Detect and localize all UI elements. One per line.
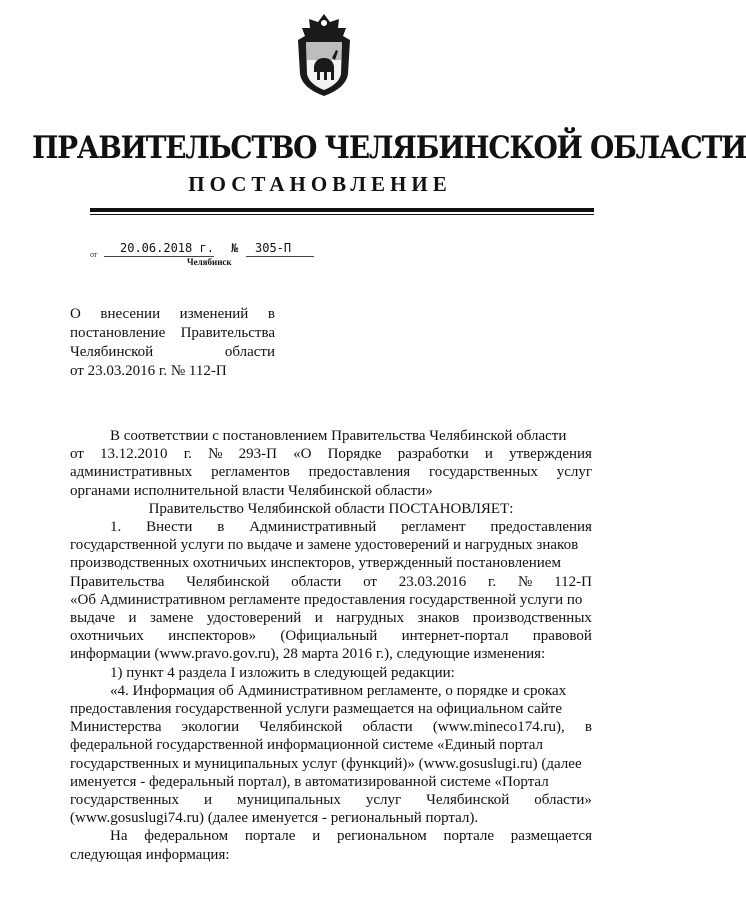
body-word: Порядке (327, 446, 382, 463)
body-line (70, 445, 592, 463)
subject-word: области (224, 344, 275, 360)
body-word: и (484, 446, 493, 463)
document-body (70, 427, 592, 864)
body-word: муниципальных (236, 792, 341, 809)
body-word: от (70, 446, 84, 463)
body-word: разработки (397, 446, 469, 463)
body-word: предоставления (308, 464, 411, 481)
body-word: знаков (417, 610, 460, 627)
body-word: от (363, 573, 377, 590)
subject-word: изменений (179, 306, 249, 322)
body-word: интернет-портал (401, 628, 509, 645)
subject-line (70, 362, 275, 381)
body-line (70, 827, 592, 845)
body-line: «4. Информация об Административном регламенте, о порядке и сроках (110, 682, 567, 699)
body-word: «О (293, 446, 312, 463)
government-title: ПРАВИТЕЛЬСТВО ЧЕЛЯБИНСКОЙ ОБЛАСТИ (32, 130, 746, 166)
body-word: 13.12.2010 (100, 446, 168, 463)
body-word: 112-П (554, 573, 592, 590)
body-line: «Об Административном регламенте предоставления государственной услуги по (70, 591, 583, 608)
body-line: федеральной государственной информационной системе «Единый портал (70, 737, 544, 754)
number-underline (246, 256, 314, 257)
body-line (70, 718, 592, 736)
body-word: Челябинской (426, 792, 510, 809)
document-subject (70, 305, 275, 381)
document-type-title: ПОСТАНОВЛЕНИЕ (188, 172, 452, 196)
body-word: охотничьих (70, 628, 144, 645)
body-word: производственных (472, 610, 592, 627)
document-date: 20.06.2018 г. (120, 241, 214, 255)
body-word: области» (534, 792, 592, 809)
body-word: нагрудных (336, 610, 405, 627)
body-word: Внести (146, 519, 193, 536)
body-word: (Официальный (280, 628, 378, 645)
body-word: государственных (70, 792, 179, 809)
body-word: Челябинской (259, 719, 343, 736)
subject-line (70, 343, 275, 362)
body-word: г. (183, 446, 192, 463)
body-word: Челябинской (186, 573, 270, 590)
body-line: В соответствии с постановлением Правительства Челябинской области (110, 428, 567, 444)
subject-word: от 23.03.2016 г. № 112-П (70, 363, 227, 379)
body-line (70, 518, 592, 536)
body-word: административных (70, 464, 193, 481)
from-label: от (90, 250, 98, 259)
body-line (70, 463, 592, 481)
subject-line (70, 305, 275, 324)
header-divider-thick (90, 208, 594, 212)
body-line (70, 573, 592, 591)
body-word: портале (244, 828, 296, 845)
body-word: в (584, 719, 592, 736)
body-line: производственных охотничьих инспекторов, утвержденный постановлением (70, 555, 561, 572)
body-word: государственных (428, 464, 538, 481)
body-word: регламент (401, 519, 466, 536)
body-line (70, 791, 592, 809)
body-word: выдаче (70, 610, 116, 627)
body-word: Министерства (70, 719, 162, 736)
body-word: На (110, 828, 128, 845)
body-word: 23.03.2016 (398, 573, 467, 590)
body-word: правовой (532, 628, 592, 645)
body-word: области (291, 573, 342, 590)
body-word: размещается (510, 828, 592, 845)
subject-word: постановление (70, 325, 166, 341)
body-word: Административный (249, 519, 377, 536)
body-line (70, 627, 592, 645)
body-word: регламентов (211, 464, 290, 481)
body-word: услуг (365, 792, 402, 809)
body-word: в (217, 519, 225, 536)
body-word: замене (149, 610, 194, 627)
body-line (70, 609, 592, 627)
body-line: государственной услуги по выдаче и замене удостоверений и нагрудных знаков (70, 537, 579, 554)
body-word: 293-П (238, 446, 277, 463)
body-line: органами исполнительной власти Челябинской области» (70, 482, 433, 499)
subject-word: Правительства (180, 325, 275, 341)
subject-word: в (267, 306, 275, 322)
body-word: федеральном (144, 828, 229, 845)
body-word: и (203, 792, 212, 809)
body-line: именуется - федеральный портал), в автоматизированной системе «Портал (70, 773, 549, 790)
body-word: и (314, 610, 323, 627)
header-divider-thin (90, 214, 594, 215)
number-label: № (231, 241, 239, 255)
subject-word: О (70, 306, 81, 322)
body-word: и (128, 610, 137, 627)
body-line: государственных и муниципальных услуг (функций)» (www.gosuslugi.ru) (далее (70, 755, 582, 772)
coat-of-arms-icon (294, 14, 354, 96)
body-word: портале (443, 828, 495, 845)
city-name: Челябинск (187, 257, 232, 267)
subject-word: внесении (100, 306, 161, 322)
subject-line (70, 324, 275, 343)
body-word: услуг (556, 464, 592, 481)
body-line: (www.gosuslugi74.ru) (далее именуется - региональный портал). (70, 810, 479, 827)
body-word: Правительства (70, 573, 165, 590)
body-word: и (312, 828, 321, 845)
body-line: 1) пункт 4 раздела I изложить в следующей редакции: (110, 664, 455, 681)
body-word: предоставления (490, 519, 592, 536)
body-word: области (362, 719, 413, 736)
body-line: Правительство Челябинской области ПОСТАНОВЛЯЕТ: (148, 500, 514, 517)
body-word: экологии (181, 719, 240, 736)
body-word: утверждения (509, 446, 592, 463)
body-word: (www.mineco174.ru), (432, 719, 565, 736)
body-word: инспекторов» (168, 628, 257, 645)
body-line: информации (www.pravo.gov.ru), 28 марта 2016 г.), следующие изменения: (70, 646, 546, 663)
body-word: региональном (337, 828, 427, 845)
body-line: предоставления государственной услуги размещается на официальном сайте (70, 701, 563, 718)
body-word: № (208, 446, 223, 463)
body-line: следующая информация: (70, 846, 230, 863)
body-word: 1. (110, 519, 122, 536)
subject-word: Челябинской (70, 344, 154, 360)
body-word: № (518, 573, 533, 590)
body-word: г. (488, 573, 497, 590)
document-number: 305-П (255, 241, 292, 255)
body-word: удостоверений (206, 610, 302, 627)
